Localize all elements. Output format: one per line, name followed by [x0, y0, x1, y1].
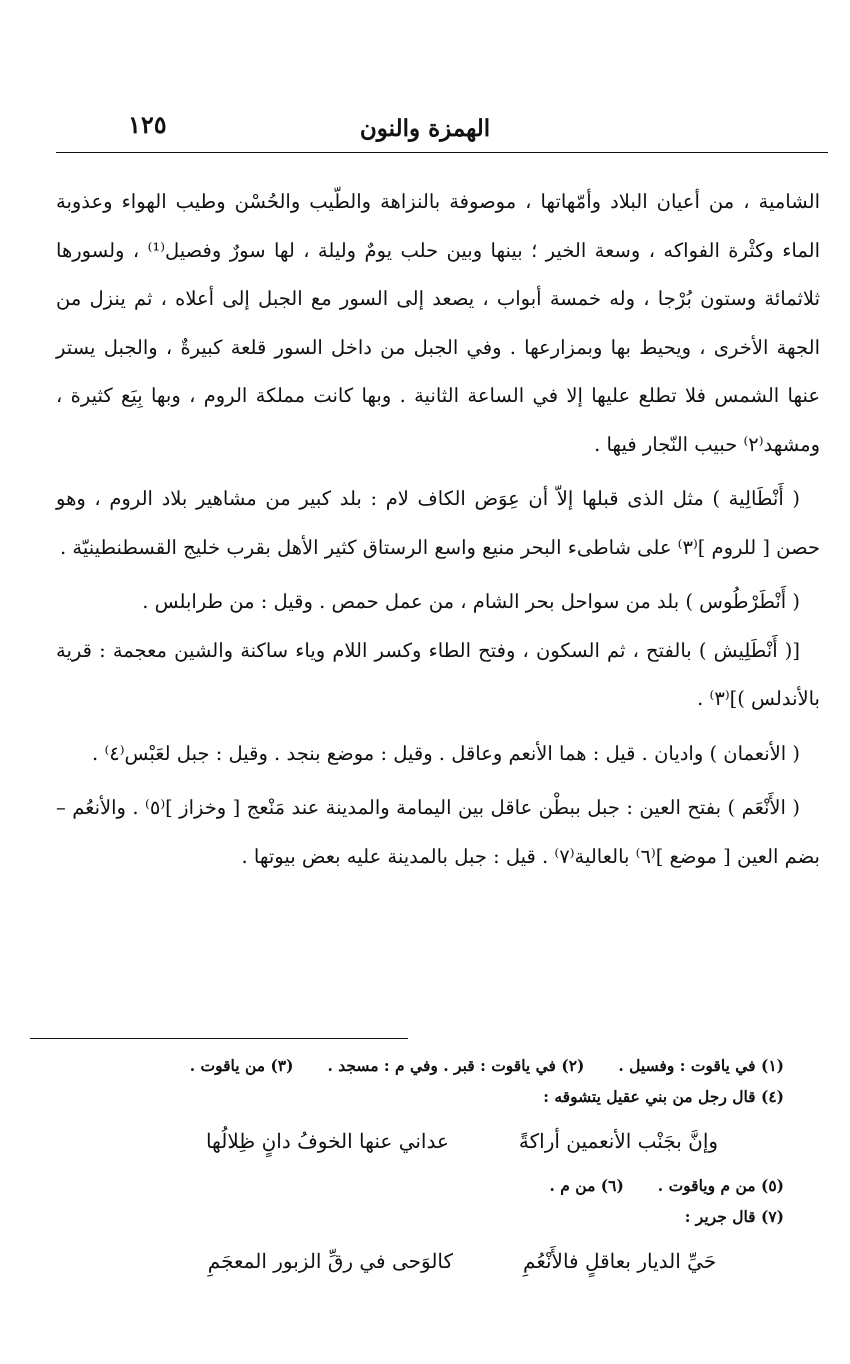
verse-line — [60, 1112, 784, 1170]
main-text — [56, 178, 820, 881]
verse-hemistich: وإنَّ بجَنْب الأنعمين أراكةً — [518, 1129, 719, 1153]
footnote-line — [60, 1170, 784, 1201]
entry-antartus: ( أَنْطَرْطُوس ) بلد من سواحل بحر الشام ، من عمل حمص . وقيل : من طرابلس . — [142, 590, 800, 613]
footnotes — [60, 1050, 784, 1290]
verse-line — [60, 1232, 784, 1290]
verse-hemistich: كالوَحى في رقِّ الزبور المعجَمِ — [207, 1249, 454, 1273]
page-header — [56, 110, 794, 146]
footnote-5: (٥) من م وياقوت . — [657, 1176, 784, 1195]
footnote-3: (٣) من ياقوت . — [189, 1056, 294, 1075]
verse-hemistich: حَيِّ الديار بعاقلٍ فالأَنْعُمِ — [523, 1249, 717, 1273]
footnote-line — [60, 1201, 784, 1232]
paragraph-continued: الشامية ، من أعيان البلاد وأمّهاتها ، موصوفة بالنزاهة والطّيب والحُسْن وطيب الهواء وعذوبة الماء وكثْرة الفواكه ، وسعة الخير ؛ بينها وبين حلب يومٌ وليلة ، لها سورٌ وفصيل⁽¹⁾ ، ولسورها ثلاثمائة وستون بُرْجا ، وله خمسة أبواب ، يصعد إلى السور مع الجبل إلى أعلاه ، ثم ينزل من الجهة الأخرى ، ويحيط بها وبمزارعها . وفي الجبل من داخل السور قلعة كبيرةٌ ، والجبل يستر عنها الشمس فلا تطلع عليها إلا في الساعة الثانية . وبها كانت مملكة الروم ، وبها بِيَع كثيرة ، ومشهد⁽٢⁾ حبيب النّجار فيها . — [56, 190, 820, 456]
running-title: الهمزة والنون — [359, 114, 491, 142]
page-number: ١٢٥ — [128, 110, 167, 139]
footnote-1: (١) في ياقوت : وفسيل . — [618, 1056, 784, 1075]
footnote-2: (٢) في ياقوت : قبر . وفي م : مسجد . — [327, 1056, 585, 1075]
footnote-4: (٤) قال رجل من بني عقيل يتشوقه : — [543, 1087, 784, 1106]
footnote-6: (٦) من م . — [549, 1176, 624, 1195]
verse-hemistich: عداني عنها الخوفُ دانٍ ظِلالُها — [205, 1129, 449, 1153]
footnote-rule — [30, 1038, 408, 1039]
header-rule — [56, 152, 828, 153]
entry-antaliya: ( أَنْطَالِية ) مثل الذى قبلها إلاّ أن عِوَض الكاف لام : بلد كبير من مشاهير بلاد الروم ، وهو حصن [ للروم ]⁽٣⁾ على شاطىء البحر منيع واسع الرستاق كثير الأهل بقرب خليج القسطنطينيّة . — [56, 487, 820, 559]
footnote-7: (٧) قال جرير : — [684, 1207, 784, 1226]
footnote-line — [60, 1081, 784, 1112]
entry-alanam: ( الأَنْعَم ) بفتح العين : جبل ببطْن عاقل بين اليمامة والمدينة عند مَنْعج [ وخزاز ]⁽٥⁾ . والأنعُم – بضم العين [ موضع ]⁽٦⁾ بالعالية⁽٧⁾ . قيل : جبل بالمدينة عليه بعض بيوتها . — [56, 796, 820, 868]
footnote-line — [60, 1050, 784, 1081]
entry-antalish: [( أَنْطَلِيش ) بالفتح ، ثم السكون ، وفتح الطاء وكسر اللام وياء ساكنة والشين معجمة : قرية بالأندلس )]⁽٣⁾ . — [56, 638, 820, 710]
entry-alanaman: ( الأنعمان ) واديان . قيل : هما الأنعم وعاقل . وقيل : موضع بنجد . وقيل : جبل لعَبْس⁽٤⁾ . — [92, 741, 800, 765]
